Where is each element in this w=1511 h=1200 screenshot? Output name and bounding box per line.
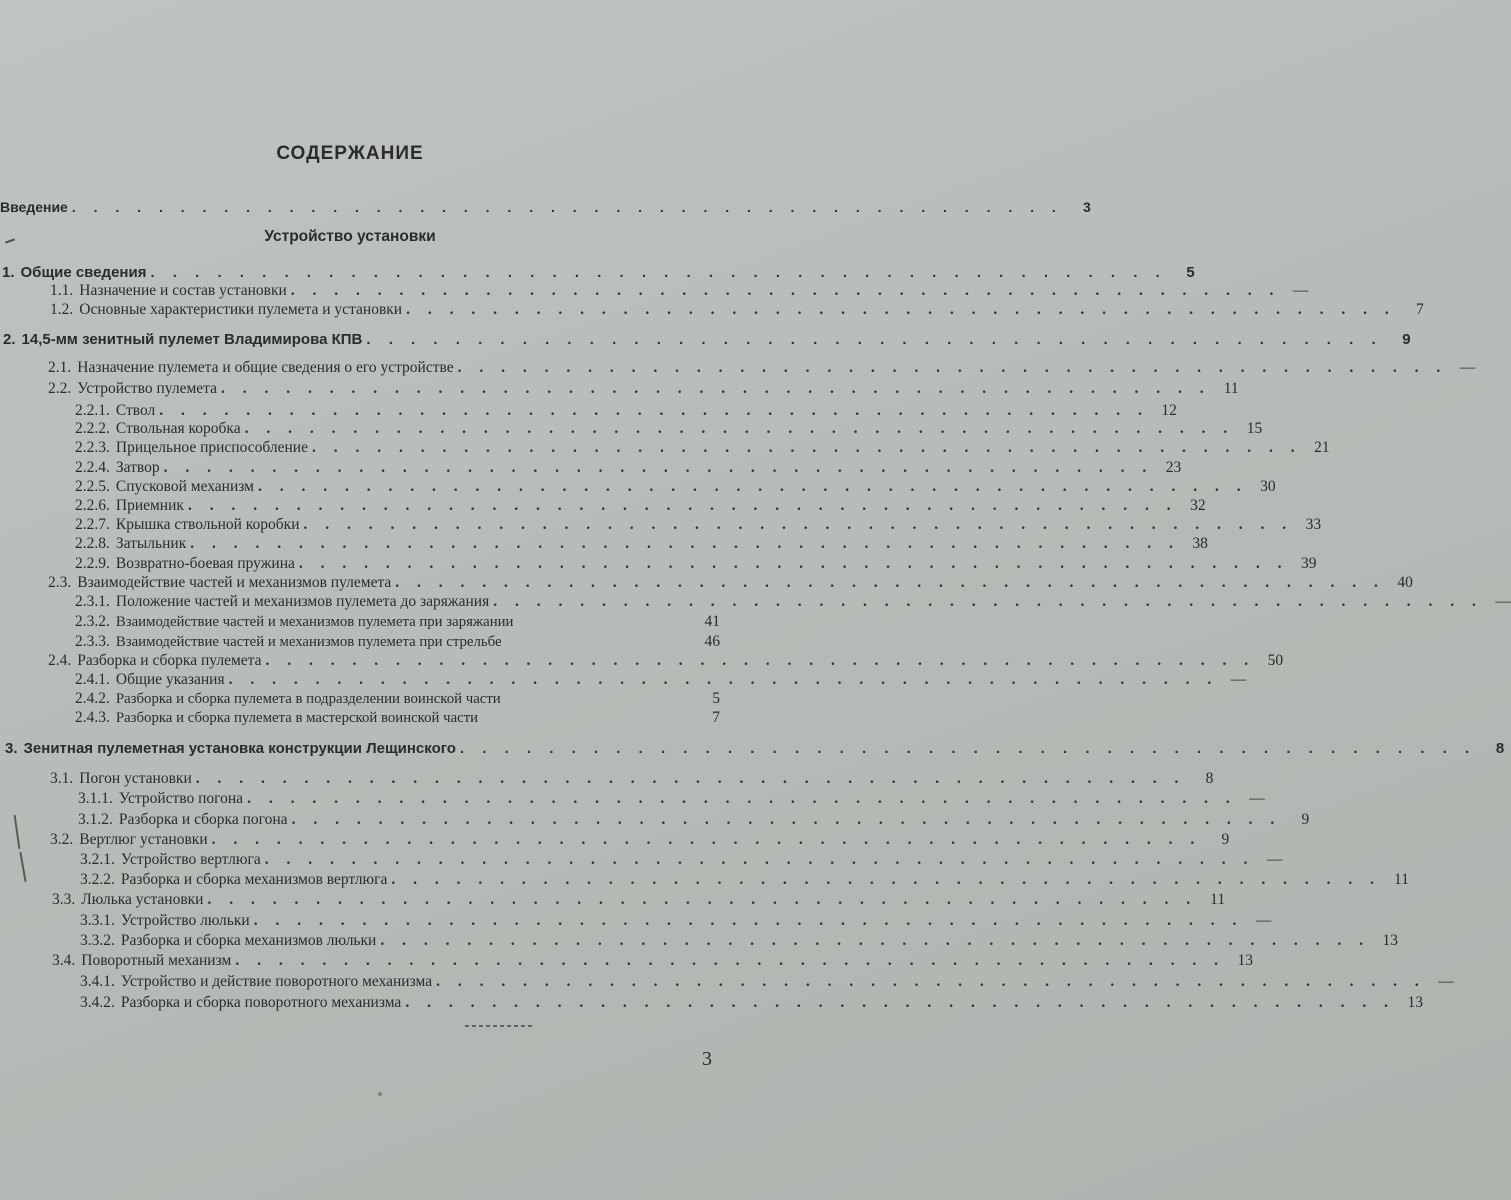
leader-dots: . . . . . . . . . . . . . . . . . . . . . . . . . . . . . . . . . . . . . . . . . . . . . .	[187, 497, 1178, 514]
toc-entry-title: Прицельное приспособление	[115, 439, 308, 456]
toc-entry	[75, 418, 1263, 438]
toc-entry-number: 1.1.	[50, 282, 74, 299]
leader-dots: . . . . . . . . . . . . . . . . . . . . . . . . . . . . . . . . . . . . . . . . . . . . . .	[303, 516, 1294, 533]
leader-dots: . . . . . . . . . . . . . . . . . . . . . . . . . . . . . . . . . . . . . . . . . . . . . .	[190, 535, 1180, 552]
toc-entry-number: 3.1.	[50, 770, 74, 787]
leader-dots: . . . . . . . . . . . . . . . . . . . . . . . . . . . . . . . . . . . . . . . . . . . . . .	[221, 380, 1211, 397]
toc-entry	[52, 889, 1226, 909]
leader-dots: . . . . . . . . . . . . . . . . . . . . . . . . . . . . . . . . . . . . . . . . . . . . . .	[228, 671, 1219, 688]
toc-entry-title: Положение частей и механизмов пулемета до заряжания	[115, 593, 490, 610]
toc-entry-title: Разборка и сборка механизмов люльки	[120, 932, 377, 949]
toc-entry-title: Возвратно-боевая пружина	[115, 555, 295, 572]
toc-entry	[48, 572, 1413, 592]
toc-entry	[80, 971, 1454, 991]
toc-entry-number: 2.2.6.	[75, 497, 110, 514]
leader-dots: . . . . . . . . . . . . . . . . . . . . . . . . . . . . . . . . . . . . . . . . . . . . . .	[298, 555, 1289, 572]
toc-entry-page: —	[1438, 973, 1454, 990]
toc-entry	[5, 738, 1505, 758]
leader-dots: . . . . . . . . . . . . . . . . . . . . . . . . . . . . . . . . . . . . . . . . . . . . . .	[291, 811, 1282, 828]
decorative-rule	[465, 1025, 535, 1027]
toc-entry	[78, 809, 1310, 829]
toc-entry-title: Вертлюг установки	[79, 831, 208, 848]
toc-entry-title: Основные характеристики пулемета и установки	[79, 301, 403, 318]
toc-entry-page: 41	[704, 613, 720, 630]
toc-intro	[0, 196, 1091, 216]
toc-entry	[80, 992, 1423, 1012]
toc-entry	[80, 869, 1409, 889]
page-number: 3	[702, 1048, 712, 1070]
leader-dots: . . . . . . . . . . . . . . . . . . . . . . . . . . . . . . . . . . . . . . . . . . . . . .	[235, 952, 1225, 969]
toc-entry-page: 13	[1237, 952, 1253, 969]
toc-entry-page: 32	[1190, 497, 1206, 514]
leader-dots: . . . . . . . . . . . . . . . . . . . . . . . . . . . . . . . . . . . . . . . . . . . . . .	[395, 574, 1385, 591]
toc-entry-title: Устройство вертлюга	[120, 851, 261, 868]
toc-entry-page: —	[1255, 912, 1272, 929]
toc-entry-title: Затыльник	[115, 535, 187, 552]
toc-entry-number: 2.1.	[48, 359, 72, 376]
toc-entry-number: 3.4.1.	[80, 973, 115, 990]
toc-entry-page: 12	[1161, 402, 1177, 419]
toc-entry-title: Общие указания	[115, 671, 225, 688]
toc-entry	[75, 688, 720, 708]
toc-entry-title: Зенитная пулеметная установка конструкции Лещинского	[23, 740, 456, 757]
page-title: СОДЕРЖАНИЕ	[276, 143, 424, 164]
toc-entry-page: 30	[1260, 478, 1276, 495]
toc-entry-number: 2.2.7.	[75, 516, 110, 533]
toc-entry-number: 3.2.	[50, 831, 74, 848]
toc-entry-number: 3.4.	[52, 952, 76, 969]
leader-dots: . . . . . . . . . . . . . . . . . . . . . . . . . . . . . . . . . . . . . . . . . . . . . .	[405, 994, 1395, 1011]
toc-entry-title: Поворотный механизм	[81, 952, 232, 969]
toc-entry-title: Взаимодействие частей и механизмов пулемета при стрельбе	[115, 634, 502, 650]
leader-dots: . . . . . . . . . . . . . . . . . . . . . . . . . . . . . . . . . . . . . . . . . . . . . .	[457, 359, 1448, 376]
leader-dots: . . . . . . . . . . . . . . . . . . . . . . . . . . . . . . . . . . . . . . . . . . . . . .	[265, 652, 1256, 669]
toc-intro-page: 3	[1083, 199, 1091, 215]
toc-entry-number: 3.1.2.	[78, 811, 113, 828]
leader-dots: . . . . . . . . . . . . . . . . . . . . . . . . . . . . . . . . . . . . . . . . . . . . . .	[195, 770, 1186, 787]
toc-entry	[75, 495, 1206, 515]
toc-entry-title: Разборка и сборка пулемета	[77, 652, 262, 669]
toc-entry	[80, 849, 1283, 869]
toc-entry-page: 46	[704, 633, 720, 650]
toc-entry-title: Назначение пулемета и общие сведения о его устройстве	[77, 359, 454, 376]
toc-entry	[80, 930, 1398, 950]
toc-entry-title: Устройство и действие поворотного механизма	[120, 973, 433, 990]
toc-entry-number: 3.2.1.	[80, 851, 115, 868]
toc-entry-page: 9	[1402, 331, 1411, 348]
toc-entry-page: 9	[1221, 831, 1230, 848]
toc-entry-page: 7	[1415, 301, 1424, 318]
toc-entry	[52, 950, 1253, 970]
toc-entry-page: 13	[1382, 932, 1398, 949]
toc-entry	[50, 280, 1309, 300]
toc-entry-number: 1.	[2, 264, 15, 281]
leader-dots: . . . . . . . . . . . . . . . . . . . . . . . . . . . . . . . . . . . . . . . . . . . . . .	[366, 331, 1383, 348]
leader-dots: . . . . . . . . . . . . . . . . . . . . . . . . . . . . . . . . . . . . . . . . . . . . . .	[391, 871, 1381, 888]
toc-entry-page: —	[1266, 851, 1283, 868]
toc-entry-title: Затвор	[115, 459, 160, 476]
toc-entry-number: 2.3.1.	[75, 593, 110, 610]
leader-dots: . . . . . . . . . . . . . . . . . . . . . . . . . . . . . . . . . . . . . . . . . . . . . .	[159, 402, 1149, 419]
toc-entry-page: 11	[1223, 380, 1239, 397]
toc-entry	[75, 457, 1182, 477]
toc-entry	[75, 533, 1208, 553]
toc-entry-page: 5	[1186, 264, 1195, 281]
section-subtitle: Устройство установки	[264, 228, 436, 245]
toc-entry-number: 2.2.5.	[75, 478, 110, 495]
toc-entry-number: 2.3.2.	[75, 613, 110, 630]
toc-entry-page: 21	[1314, 439, 1330, 456]
leader-dots: . . . . . . . . . . . . . . . . . . . . . . . . . . . . . . . . . . . . . . . . . . . . . .	[163, 459, 1154, 476]
toc-entry-page: 50	[1267, 652, 1284, 669]
toc-entry-number: 2.2.2.	[75, 420, 110, 437]
toc-entry-page: —	[1495, 593, 1511, 610]
toc-entry-page: 33	[1305, 516, 1322, 533]
leader-dots: . . . . . . . . . . . . . . . . . . . . . . . . . . . . . . . . . . . . . . . . . . . . . .	[150, 264, 1167, 281]
toc-entry-number: 3.3.1.	[80, 912, 115, 929]
bleed-through-text	[350, 0, 720, 130]
toc-entry	[75, 476, 1276, 496]
leader-dots: . . . . . . . . . . . . . . . . . . . . . . . . . . . . . . . . . . . . . . . . . . . . . .	[207, 891, 1198, 908]
toc-entry-number: 2.2.1.	[75, 402, 110, 419]
toc-entry-title: Взаимодействие частей и механизмов пулемета при заряжании	[115, 614, 514, 630]
toc-entry-number: 3.1.1.	[78, 790, 113, 807]
toc-entry-page: 38	[1192, 535, 1208, 552]
toc-intro-label: Введение	[0, 199, 68, 215]
toc-entry-title: Разборка и сборка поворотного механизма	[120, 994, 402, 1011]
toc-entry-number: 3.2.2.	[80, 871, 115, 888]
leader-dots: . . . . . . . . . . . . . . . . . . . . . . . . . . . . . . . . . . . . . . . . . . . . . .	[211, 831, 1202, 848]
toc-entry-page: —	[1459, 359, 1476, 376]
toc-entry-number: 2.2.	[48, 380, 72, 397]
leader-dots: . . . . . . . . . . . . . . . . . . . . . . . . . . . . . . . . . . . . . . . . . . . . . .	[247, 790, 1237, 807]
toc-entry	[48, 650, 1284, 670]
toc-entry-title: Разборка и сборка погона	[118, 811, 288, 828]
toc-entry-page: 8	[1205, 770, 1214, 787]
toc-entry-title: Разборка и сборка пулемета в мастерской воинской части	[115, 710, 479, 726]
toc-entry	[75, 669, 1247, 689]
toc-entry-title: Крышка ствольной коробки	[115, 516, 300, 533]
toc-entry	[80, 910, 1272, 930]
toc-entry-title: Устройство погона	[118, 790, 244, 807]
toc-entry	[75, 553, 1317, 573]
toc-entry	[48, 357, 1476, 377]
toc-entry-number: 2.2.3.	[75, 439, 110, 456]
toc-entry	[50, 768, 1214, 788]
toc-entry-page: 8	[1495, 740, 1505, 757]
leader-dots: . . . . . . . . . . . . . . . . . . . . . . . . . . . . . . . . . . . . . . . . . . . . . .	[290, 282, 1281, 299]
toc-entry-title: Устройство пулемета	[77, 380, 217, 397]
toc-entry	[75, 707, 720, 727]
pencil-tick-mark	[14, 815, 21, 849]
toc-entry-title: Разборка и сборка пулемета в подразделении воинской части	[115, 691, 501, 707]
toc-entry-page: —	[1230, 671, 1247, 688]
toc-entry	[50, 829, 1230, 849]
toc-entry-title: Разборка и сборка механизмов вертлюга	[120, 871, 388, 888]
toc-entry-number: 2.2.9.	[75, 555, 110, 572]
toc-entry-title: Общие сведения	[20, 264, 147, 281]
toc-entry-page: 11	[1394, 871, 1409, 888]
toc-entry-number: 3.3.2.	[80, 932, 115, 949]
toc-entry-title: Приемник	[115, 497, 184, 514]
toc-entry-page: 23	[1165, 459, 1182, 476]
toc-entry-title: Погон установки	[79, 770, 192, 787]
toc-entry	[75, 514, 1322, 534]
toc-entry-number: 3.	[5, 740, 18, 757]
toc-entry-number: 3.4.2.	[80, 994, 115, 1011]
toc-entry-title: Спусковой механизм	[115, 478, 254, 495]
pencil-tick-mark	[19, 852, 26, 882]
leader-dots: . . . . . . . . . . . . . . . . . . . . . . . . . . . . . . . . . . . . . . . . . . . . . .	[406, 301, 1396, 318]
toc-entry-page: 7	[712, 709, 720, 726]
leader-dots: . . . . . . . . . . . . . . . . . . . . . . . . . . . . . . . . . . . . . . . . . . . . . .	[459, 740, 1477, 757]
toc-entry-title: 14,5-мм зенитный пулемет Владимирова КПВ	[21, 331, 363, 348]
toc-entry-page: —	[1292, 282, 1309, 299]
toc-entry-number: 2.2.8.	[75, 535, 110, 552]
leader-dots: . . . . . . . . . . . . . . . . . . . . . . . . . . . . . . . . . . . . . . . . . . . . . .	[257, 478, 1248, 495]
toc-entry	[2, 262, 1195, 282]
toc-entry-number: 3.3.	[52, 891, 76, 908]
toc-entry	[3, 329, 1411, 349]
toc-entry	[75, 437, 1330, 457]
toc-entry-number: 2.3.3.	[75, 633, 110, 650]
toc-entry	[48, 378, 1239, 398]
leader-dots: . . . . . . . . . . . . . . . . . . . . . . . . . . . . . . . . . . . . . . . . . . . . . .	[380, 932, 1370, 949]
leader-dots: . . . . . . . . . . . . . . . . . . . . . . . . . . . . . . . . . . . . . . . . . . . . . .	[71, 199, 1063, 215]
toc-entry-title: Взаимодействие частей и механизмов пулемета	[77, 574, 392, 591]
leader-dots: . . . . . . . . . . . . . . . . . . . . . . . . . . . . . . . . . . . . . . . . . . . . . .	[253, 912, 1244, 929]
toc-entry-number: 2.4.1.	[75, 671, 110, 688]
toc-entry-number: 2.	[3, 331, 16, 348]
leader-dots: . . . . . . . . . . . . . . . . . . . . . . . . . . . . . . . . . . . . . . . . . . . . . .	[244, 420, 1235, 437]
toc-entry	[75, 631, 720, 651]
toc-entry-page: 9	[1301, 811, 1310, 828]
toc-entry-number: 2.4.3.	[75, 709, 110, 726]
toc-entry-page: 40	[1397, 574, 1413, 591]
toc-entry-number: 2.4.2.	[75, 690, 110, 707]
toc-entry-title: Ствол	[115, 402, 156, 419]
leader-dots: . . . . . . . . . . . . . . . . . . . . . . . . . . . . . . . . . . . . . . . . . . . . . .	[436, 973, 1426, 990]
toc-entry-page: 11	[1210, 891, 1226, 908]
toc-entry-number: 1.2.	[50, 301, 74, 318]
toc-entry-page: 5	[712, 690, 720, 707]
toc-entry-page: 15	[1246, 420, 1263, 437]
toc-entry	[75, 400, 1177, 420]
toc-entry-number: 2.2.4.	[75, 459, 110, 476]
toc-entry-page: 39	[1301, 555, 1317, 572]
paper-speck	[378, 1092, 382, 1096]
toc-entry-number: 2.3.	[48, 574, 72, 591]
toc-entry	[50, 299, 1424, 319]
toc-entry	[75, 611, 720, 631]
toc-entry-title: Люлька установки	[81, 891, 204, 908]
toc-entry	[78, 788, 1265, 808]
leader-dots: . . . . . . . . . . . . . . . . . . . . . . . . . . . . . . . . . . . . . . . . . . . . . .	[311, 439, 1302, 456]
toc-entry-page: —	[1249, 790, 1265, 807]
toc-entry-number: 2.4.	[48, 652, 72, 669]
toc-entry-page: 13	[1407, 994, 1423, 1011]
toc-entry-title: Ствольная коробка	[115, 420, 241, 437]
toc-entry-title: Назначение и состав установки	[79, 282, 287, 299]
leader-dots: . . . . . . . . . . . . . . . . . . . . . . . . . . . . . . . . . . . . . . . . . . . . . .	[493, 593, 1483, 610]
leader-dots: . . . . . . . . . . . . . . . . . . . . . . . . . . . . . . . . . . . . . . . . . . . . . .	[264, 851, 1255, 868]
toc-entry-title: Устройство люльки	[120, 912, 250, 929]
toc-entry	[75, 591, 1511, 611]
